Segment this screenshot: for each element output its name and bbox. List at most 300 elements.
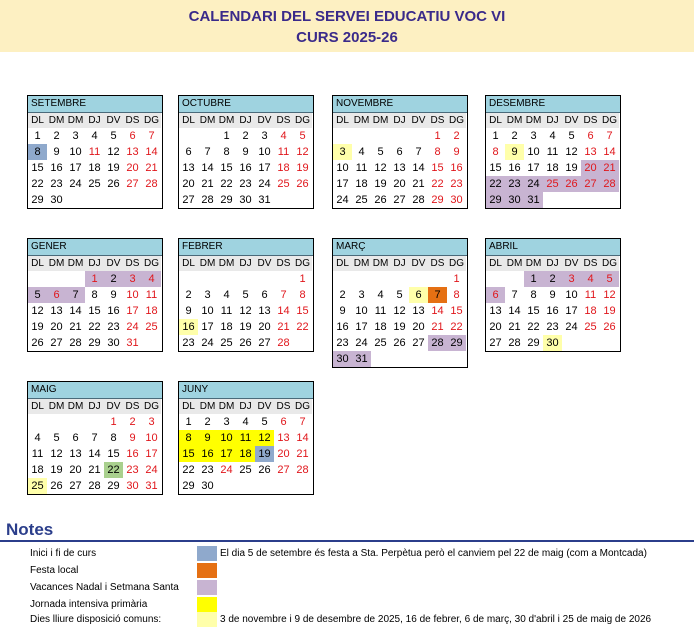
day-cell: 18	[374, 321, 387, 333]
day-cell: 1	[434, 130, 441, 142]
day-cell: 12	[31, 305, 44, 317]
day-cell: 27	[126, 178, 139, 190]
day-cell: 3	[261, 130, 268, 142]
day-cell: 21	[88, 464, 101, 476]
day-cell: 15	[431, 162, 444, 174]
weekday-header: DG	[295, 401, 310, 412]
calendar-header	[0, 0, 694, 52]
empty-day-cell	[66, 271, 85, 287]
day-cell: 6	[72, 432, 79, 444]
day-cell: 9	[185, 305, 192, 317]
day-cell: 24	[145, 464, 158, 476]
day-cell: 18	[31, 464, 44, 476]
day-cell: 3	[333, 144, 352, 160]
day-cell: 29	[88, 337, 101, 349]
day-cell: 22	[431, 178, 444, 190]
day-cell: 26	[296, 178, 309, 190]
day-cell: 29	[220, 194, 233, 206]
day-cell: 19	[603, 305, 616, 317]
day-cell: 29	[447, 335, 466, 351]
day-cell: 17	[355, 321, 368, 333]
weekday-header: DV	[255, 113, 274, 128]
note-label: Jornada intensiva primària	[30, 599, 148, 610]
month-maig	[27, 381, 163, 495]
weekday-header: DS	[274, 399, 293, 414]
day-cell: 23	[107, 321, 120, 333]
day-cell: 20	[277, 448, 290, 460]
day-cell: 28	[508, 337, 521, 349]
day-cell: 11	[584, 289, 597, 301]
weekday-header: DV	[104, 256, 123, 271]
day-cell: 14	[296, 432, 309, 444]
weekday-header: DL	[333, 256, 352, 271]
day-cell: 17	[69, 162, 82, 174]
day-cell: 23	[336, 337, 349, 349]
day-cell: 8	[28, 144, 47, 160]
day-cell: 15	[179, 446, 198, 462]
day-cell: 21	[145, 162, 158, 174]
empty-day-cell	[47, 271, 66, 287]
day-cell: 1	[34, 130, 41, 142]
day-cell: 30	[107, 337, 120, 349]
day-cell: 27	[182, 194, 195, 206]
day-cell: 14	[431, 305, 444, 317]
day-cell: 15	[107, 448, 120, 460]
calendar-title: CALENDARI DEL SERVEI EDUCATIU VOC VI	[188, 8, 506, 25]
day-cell: 22	[104, 462, 123, 478]
month-name: DESEMBRE	[486, 96, 620, 113]
notes-divider	[0, 540, 694, 542]
day-cell: 7	[91, 432, 98, 444]
empty-day-cell	[333, 128, 352, 144]
day-cell: 26	[31, 337, 44, 349]
day-cell: 24	[69, 178, 82, 190]
day-cell: 25	[277, 178, 290, 190]
day-cell: 4	[581, 271, 600, 287]
day-cell: 30	[505, 192, 524, 208]
month-desembre	[485, 95, 621, 209]
day-cell: 29	[182, 480, 195, 492]
empty-day-cell	[47, 414, 66, 430]
day-cell: 25	[374, 337, 387, 349]
day-cell: 1	[524, 271, 543, 287]
day-cell: 5	[377, 146, 384, 158]
weekday-header: DG	[602, 115, 617, 126]
day-cell: 22	[182, 464, 195, 476]
day-cell: 24	[258, 178, 271, 190]
day-cell: 31	[352, 351, 371, 367]
day-cell: 6	[47, 287, 66, 303]
day-cell: 11	[88, 146, 101, 158]
weekday-header: DG	[449, 258, 464, 269]
day-cell: 2	[543, 271, 562, 287]
note-color-swatch	[197, 597, 217, 612]
day-cell: 15	[220, 162, 233, 174]
weekday-header: DJ	[236, 113, 255, 128]
day-cell: 28	[201, 194, 214, 206]
day-cell: 18	[546, 162, 559, 174]
note-text: 3 de novembre i 9 de desembre de 2025, 16 de febrer, 6 de març, 30 d'abril i 25 de maig de 2026	[220, 614, 652, 625]
month-abril	[485, 238, 621, 352]
day-cell: 14	[88, 448, 101, 460]
day-cell: 9	[53, 146, 60, 158]
day-cell: 7	[66, 287, 85, 303]
day-cell: 21	[296, 448, 309, 460]
weekday-header: DM	[48, 401, 65, 412]
day-cell: 19	[255, 446, 274, 462]
empty-day-cell	[352, 271, 371, 287]
day-cell: 18	[220, 321, 233, 333]
weekday-header: DM	[353, 115, 370, 126]
day-cell: 9	[339, 305, 346, 317]
day-cell: 21	[69, 321, 82, 333]
day-cell: 24	[220, 464, 233, 476]
day-cell: 6	[129, 130, 136, 142]
day-cell: 27	[489, 337, 502, 349]
day-cell: 17	[258, 162, 271, 174]
weekday-header: DS	[581, 113, 600, 128]
weekday-header: DG	[144, 258, 159, 269]
day-cell: 11	[374, 305, 387, 317]
day-cell: 6	[261, 289, 268, 301]
day-cell: 14	[603, 146, 616, 158]
weekday-header: DL	[179, 399, 198, 414]
day-cell: 26	[107, 178, 120, 190]
empty-day-cell	[371, 128, 390, 144]
note-text: El dia 5 de setembre és festa a Sta. Perpètua però el canviem pel 22 de maig (com a Montcada)	[220, 548, 647, 559]
weekday-header: DL	[28, 399, 47, 414]
day-cell: 2	[339, 289, 346, 301]
day-cell: 26	[393, 337, 406, 349]
month-octubre	[178, 95, 314, 209]
day-cell: 20	[69, 464, 82, 476]
day-cell: 12	[603, 289, 616, 301]
day-cell: 13	[258, 305, 271, 317]
day-cell: 12	[565, 146, 578, 158]
day-cell: 27	[69, 480, 82, 492]
day-cell: 31	[258, 194, 271, 206]
weekday-header: DM	[353, 258, 370, 269]
day-cell: 3	[204, 289, 211, 301]
day-cell: 26	[603, 321, 616, 333]
day-cell: 12	[255, 430, 274, 446]
day-cell: 9	[453, 146, 460, 158]
month-name: SETEMBRE	[28, 96, 162, 113]
weekday-header: DV	[562, 113, 581, 128]
day-cell: 10	[145, 432, 158, 444]
day-cell: 9	[549, 289, 556, 301]
month-name: FEBRER	[179, 239, 313, 256]
weekday-header: DJ	[85, 399, 104, 414]
day-cell: 11	[355, 162, 368, 174]
empty-day-cell	[255, 271, 274, 287]
notes-title: Notes	[6, 520, 54, 539]
day-cell: 9	[129, 432, 136, 444]
day-cell: 17	[145, 448, 158, 460]
course-year-title: CURS 2025-26	[296, 29, 398, 46]
day-cell: 10	[217, 430, 236, 446]
empty-day-cell	[179, 271, 198, 287]
day-cell: 6	[486, 287, 505, 303]
empty-day-cell	[371, 271, 390, 287]
day-cell: 23	[201, 464, 214, 476]
day-cell: 12	[50, 448, 63, 460]
day-cell: 2	[104, 271, 123, 287]
day-cell: 4	[34, 432, 41, 444]
day-cell: 17	[565, 305, 578, 317]
day-cell: 24	[565, 321, 578, 333]
day-cell: 7	[428, 287, 447, 303]
weekday-header: DL	[486, 256, 505, 271]
empty-day-cell	[274, 271, 293, 287]
day-cell: 17	[217, 446, 236, 462]
day-cell: 16	[126, 448, 139, 460]
weekday-header: DM	[372, 258, 389, 269]
day-cell: 29	[486, 192, 505, 208]
weekday-header: DM	[218, 401, 235, 412]
day-cell: 15	[296, 305, 309, 317]
weekday-header: DL	[179, 113, 198, 128]
day-cell: 22	[31, 178, 44, 190]
day-cell: 22	[220, 178, 233, 190]
day-cell: 7	[280, 289, 287, 301]
weekday-header: DM	[67, 401, 84, 412]
day-cell: 14	[145, 146, 158, 158]
weekday-header: DM	[67, 115, 84, 126]
weekday-header: DM	[372, 115, 389, 126]
weekday-header: DL	[486, 113, 505, 128]
day-cell: 5	[242, 289, 249, 301]
weekday-header: DJ	[236, 256, 255, 271]
day-cell: 30	[126, 480, 139, 492]
day-cell: 28	[145, 178, 158, 190]
day-cell: 27	[277, 464, 290, 476]
day-cell: 15	[527, 305, 540, 317]
day-cell: 20	[258, 321, 271, 333]
empty-day-cell	[236, 271, 255, 287]
day-cell: 1	[453, 273, 460, 285]
day-cell: 28	[69, 337, 82, 349]
day-cell: 12	[374, 162, 387, 174]
day-cell: 18	[277, 162, 290, 174]
day-cell: 2	[185, 289, 192, 301]
day-cell: 10	[201, 305, 214, 317]
day-cell: 23	[126, 464, 139, 476]
empty-day-cell	[28, 271, 47, 287]
note-label: Dies lliure disposició comuns:	[30, 614, 162, 625]
weekday-header: DV	[255, 399, 274, 414]
empty-day-cell	[28, 414, 47, 430]
day-cell: 13	[50, 305, 63, 317]
day-cell: 8	[530, 289, 537, 301]
day-cell: 26	[562, 176, 581, 192]
day-cell: 16	[179, 319, 198, 335]
day-cell: 4	[377, 289, 384, 301]
day-cell: 4	[91, 130, 98, 142]
note-color-swatch	[197, 563, 217, 578]
month-març	[332, 238, 468, 368]
weekday-header: DL	[179, 256, 198, 271]
weekday-header: DJ	[390, 113, 409, 128]
month-name: NOVEMBRE	[333, 96, 467, 113]
day-cell: 27	[258, 337, 271, 349]
day-cell: 22	[296, 321, 309, 333]
note-label: Inici i fi de curs	[30, 548, 97, 559]
day-cell: 14	[201, 162, 214, 174]
day-cell: 2	[129, 416, 136, 428]
empty-day-cell	[198, 271, 217, 287]
day-cell: 14	[508, 305, 521, 317]
day-cell: 26	[239, 337, 252, 349]
day-cell: 26	[50, 480, 63, 492]
day-cell: 2	[53, 130, 60, 142]
day-cell: 20	[50, 321, 63, 333]
day-cell: 26	[374, 194, 387, 206]
day-cell: 3	[148, 416, 155, 428]
month-name: OCTUBRE	[179, 96, 313, 113]
note-color-swatch	[197, 580, 217, 595]
day-cell: 30	[201, 480, 214, 492]
day-cell: 23	[450, 178, 463, 190]
day-cell: 25	[28, 478, 47, 494]
month-name: GENER	[28, 239, 162, 256]
day-cell: 27	[581, 176, 600, 192]
day-cell: 16	[336, 321, 349, 333]
day-cell: 23	[505, 176, 524, 192]
month-febrer	[178, 238, 314, 352]
weekday-header: DS	[428, 256, 447, 271]
weekday-header: DM	[218, 115, 235, 126]
day-cell: 16	[508, 162, 521, 174]
weekday-header: DM	[506, 258, 523, 269]
day-cell: 14	[69, 305, 82, 317]
weekday-header: DV	[255, 256, 274, 271]
day-cell: 8	[179, 430, 198, 446]
weekday-header: DL	[333, 113, 352, 128]
day-cell: 4	[223, 289, 230, 301]
day-cell: 13	[69, 448, 82, 460]
day-cell: 9	[242, 146, 249, 158]
day-cell: 12	[239, 305, 252, 317]
day-cell: 26	[258, 464, 271, 476]
day-cell: 20	[412, 321, 425, 333]
day-cell: 8	[453, 289, 460, 301]
day-cell: 9	[110, 289, 117, 301]
day-cell: 7	[204, 146, 211, 158]
day-cell: 1	[299, 273, 306, 285]
day-cell: 25	[145, 321, 158, 333]
weekday-header: DJ	[543, 113, 562, 128]
weekday-header: DG	[144, 115, 159, 126]
day-cell: 16	[239, 162, 252, 174]
month-setembre	[27, 95, 163, 209]
day-cell: 13	[393, 162, 406, 174]
day-cell: 16	[198, 446, 217, 462]
day-cell: 31	[145, 480, 158, 492]
day-cell: 12	[393, 305, 406, 317]
day-cell: 13	[182, 162, 195, 174]
weekday-header: DL	[28, 256, 47, 271]
day-cell: 19	[393, 321, 406, 333]
day-cell: 1	[85, 271, 104, 287]
day-cell: 23	[239, 178, 252, 190]
day-cell: 27	[412, 337, 425, 349]
day-cell: 5	[600, 271, 619, 287]
day-cell: 15	[31, 162, 44, 174]
day-cell: 4	[142, 271, 161, 287]
day-cell: 4	[242, 416, 249, 428]
day-cell: 3	[562, 271, 581, 287]
day-cell: 28	[88, 480, 101, 492]
weekday-header: DM	[199, 115, 216, 126]
day-cell: 19	[31, 321, 44, 333]
day-cell: 5	[110, 130, 117, 142]
day-cell: 23	[546, 321, 559, 333]
day-cell: 28	[412, 194, 425, 206]
day-cell: 4	[549, 130, 556, 142]
day-cell: 28	[296, 464, 309, 476]
month-name: JUNY	[179, 382, 313, 399]
day-cell: 25	[355, 194, 368, 206]
day-cell: 24	[524, 176, 543, 192]
weekday-header: DJ	[390, 256, 409, 271]
day-cell: 12	[107, 146, 120, 158]
day-cell: 30	[239, 194, 252, 206]
day-cell: 2	[453, 130, 460, 142]
day-cell: 20	[581, 160, 600, 176]
day-cell: 6	[409, 287, 428, 303]
day-cell: 11	[277, 146, 290, 158]
day-cell: 9	[505, 144, 524, 160]
day-cell: 18	[145, 305, 158, 317]
day-cell: 7	[415, 146, 422, 158]
day-cell: 31	[126, 337, 139, 349]
day-cell: 23	[182, 337, 195, 349]
empty-day-cell	[179, 128, 198, 144]
day-cell: 8	[434, 146, 441, 158]
day-cell: 5	[299, 130, 306, 142]
day-cell: 15	[88, 305, 101, 317]
day-cell: 6	[185, 146, 192, 158]
day-cell: 30	[333, 351, 352, 367]
day-cell: 16	[107, 305, 120, 317]
weekday-header: DM	[218, 258, 235, 269]
day-cell: 19	[565, 162, 578, 174]
empty-day-cell	[198, 128, 217, 144]
day-cell: 24	[355, 337, 368, 349]
empty-day-cell	[390, 128, 409, 144]
day-cell: 20	[182, 178, 195, 190]
day-cell: 7	[511, 289, 518, 301]
day-cell: 24	[126, 321, 139, 333]
weekday-header: DS	[428, 113, 447, 128]
day-cell: 22	[527, 321, 540, 333]
day-cell: 10	[565, 289, 578, 301]
weekday-header: DV	[104, 399, 123, 414]
weekday-header: DM	[199, 401, 216, 412]
empty-day-cell	[217, 271, 236, 287]
weekday-header: DS	[581, 256, 600, 271]
day-cell: 5	[28, 287, 47, 303]
weekday-header: DG	[295, 258, 310, 269]
weekday-header: DG	[449, 115, 464, 126]
weekday-header: DM	[525, 115, 542, 126]
day-cell: 19	[296, 162, 309, 174]
day-cell: 6	[280, 416, 287, 428]
day-cell: 15	[450, 305, 463, 317]
day-cell: 22	[88, 321, 101, 333]
day-cell: 13	[277, 432, 290, 444]
